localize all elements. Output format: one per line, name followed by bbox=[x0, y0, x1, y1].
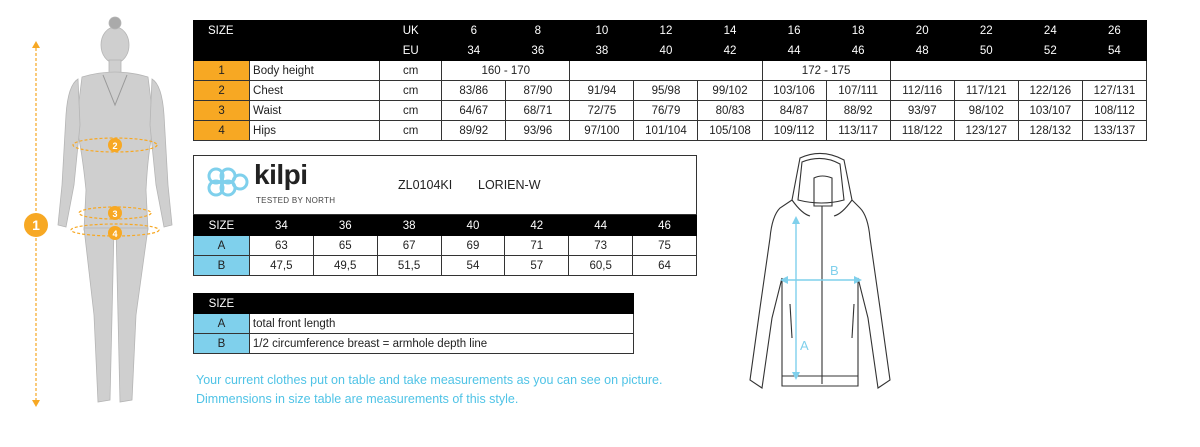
height-range bbox=[890, 61, 1146, 81]
marker-2-label: 2 bbox=[112, 141, 118, 151]
cell: 103/107 bbox=[1018, 101, 1082, 121]
cell: 127/131 bbox=[1082, 81, 1146, 101]
cell: 95/98 bbox=[634, 81, 698, 101]
cell: 72/75 bbox=[570, 101, 634, 121]
cell: 63 bbox=[249, 236, 313, 256]
table-row-hips bbox=[194, 121, 1147, 141]
row-number: 1 bbox=[194, 61, 250, 81]
brand-tagline: TESTED BY NORTH bbox=[256, 196, 336, 205]
cell: 122/126 bbox=[1018, 81, 1082, 101]
product-name: LORIEN-W bbox=[478, 178, 541, 192]
uk-label: UK bbox=[380, 21, 442, 41]
style-header-row bbox=[194, 216, 697, 236]
cell: 105/108 bbox=[698, 121, 762, 141]
cell: 113/117 bbox=[826, 121, 890, 141]
eu-size: 48 bbox=[890, 41, 954, 61]
table-row-b bbox=[194, 256, 697, 276]
cell: 64 bbox=[633, 256, 697, 276]
table-row-chest bbox=[194, 81, 1147, 101]
eu-size: 52 bbox=[1018, 41, 1082, 61]
uk-size: 12 bbox=[634, 21, 698, 41]
cell: 75 bbox=[633, 236, 697, 256]
height-range: 172 - 175 bbox=[762, 61, 890, 81]
style-size: 34 bbox=[249, 216, 313, 236]
row-label: A bbox=[194, 314, 250, 334]
table-row-a bbox=[194, 236, 697, 256]
cell: 91/94 bbox=[570, 81, 634, 101]
row-label: B bbox=[194, 256, 250, 276]
uk-size: 10 bbox=[570, 21, 634, 41]
cell: 68/71 bbox=[506, 101, 570, 121]
cell: 83/86 bbox=[442, 81, 506, 101]
style-size: 44 bbox=[569, 216, 633, 236]
body-figure bbox=[18, 15, 178, 415]
size-header: SIZE bbox=[194, 216, 250, 236]
uk-size: 18 bbox=[826, 21, 890, 41]
cell: 71 bbox=[505, 236, 569, 256]
eu-size: 54 bbox=[1082, 41, 1146, 61]
row-name: Waist bbox=[250, 101, 380, 121]
eu-size: 40 bbox=[634, 41, 698, 61]
uk-size: 16 bbox=[762, 21, 826, 41]
cell: 103/106 bbox=[762, 81, 826, 101]
instruction-note: Dimmensions in size table are measurements of this style. bbox=[196, 392, 519, 406]
jacket-label-a: A bbox=[800, 338, 809, 353]
cell: 107/111 bbox=[826, 81, 890, 101]
jacket-drawing bbox=[740, 148, 910, 403]
uk-size: 26 bbox=[1082, 21, 1146, 41]
legend-text: total front length bbox=[249, 314, 633, 334]
uk-size: 6 bbox=[442, 21, 506, 41]
cell: 128/132 bbox=[1018, 121, 1082, 141]
eu-size: 36 bbox=[506, 41, 570, 61]
cell: 123/127 bbox=[954, 121, 1018, 141]
cell: 112/116 bbox=[890, 81, 954, 101]
style-size: 42 bbox=[505, 216, 569, 236]
kilpi-logo-text: kilpi bbox=[254, 159, 308, 190]
legend-row-a bbox=[194, 314, 634, 334]
marker-3-label: 3 bbox=[112, 209, 118, 219]
cell: 65 bbox=[313, 236, 377, 256]
height-range: 160 - 170 bbox=[442, 61, 570, 81]
cell: 47,5 bbox=[249, 256, 313, 276]
cell: 117/121 bbox=[954, 81, 1018, 101]
product-code: ZL0104KI bbox=[398, 178, 453, 192]
cell: 133/137 bbox=[1082, 121, 1146, 141]
table-row-body-height bbox=[194, 61, 1147, 81]
row-name: Body height bbox=[250, 61, 380, 81]
cell: 51,5 bbox=[377, 256, 441, 276]
row-number: 4 bbox=[194, 121, 250, 141]
cell: 57 bbox=[505, 256, 569, 276]
row-label: A bbox=[194, 236, 250, 256]
instruction-note: Your current clothes put on table and take measurements as you can see on picture. bbox=[196, 373, 663, 387]
brand-header bbox=[193, 155, 697, 215]
jacket-label-b: B bbox=[830, 263, 839, 278]
cell: 69 bbox=[441, 236, 505, 256]
cell: 98/102 bbox=[954, 101, 1018, 121]
style-size: 46 bbox=[633, 216, 697, 236]
uk-size: 8 bbox=[506, 21, 570, 41]
eu-size: 46 bbox=[826, 41, 890, 61]
style-size: 36 bbox=[313, 216, 377, 236]
cell: 60,5 bbox=[569, 256, 633, 276]
eu-header-row bbox=[194, 41, 1147, 61]
eu-size: 38 bbox=[570, 41, 634, 61]
row-label: B bbox=[194, 334, 250, 354]
kilpi-logo-icon bbox=[204, 164, 252, 200]
cell: 108/112 bbox=[1082, 101, 1146, 121]
uk-size: 20 bbox=[890, 21, 954, 41]
table-row-waist bbox=[194, 101, 1147, 121]
cell: 76/79 bbox=[634, 101, 698, 121]
eu-size: 42 bbox=[698, 41, 762, 61]
cell: 80/83 bbox=[698, 101, 762, 121]
legend-text: 1/2 circumference breast = armhole depth line bbox=[249, 334, 633, 354]
size-header: SIZE bbox=[194, 294, 250, 314]
eu-label: EU bbox=[380, 41, 442, 61]
row-number: 3 bbox=[194, 101, 250, 121]
style-size: 38 bbox=[377, 216, 441, 236]
row-unit: cm bbox=[380, 81, 442, 101]
uk-size: 22 bbox=[954, 21, 1018, 41]
marker-1-label: 1 bbox=[32, 217, 40, 233]
cell: 87/90 bbox=[506, 81, 570, 101]
legend-row-b bbox=[194, 334, 634, 354]
cell: 109/112 bbox=[762, 121, 826, 141]
cell: 88/92 bbox=[826, 101, 890, 121]
eu-size: 44 bbox=[762, 41, 826, 61]
legend-header-row bbox=[194, 294, 634, 314]
cell: 64/67 bbox=[442, 101, 506, 121]
uk-header-row bbox=[194, 21, 1147, 41]
cell: 118/122 bbox=[890, 121, 954, 141]
uk-size: 14 bbox=[698, 21, 762, 41]
marker-4-label: 4 bbox=[112, 229, 118, 239]
style-size: 40 bbox=[441, 216, 505, 236]
cell: 73 bbox=[569, 236, 633, 256]
cell: 49,5 bbox=[313, 256, 377, 276]
row-name: Hips bbox=[250, 121, 380, 141]
cell: 97/100 bbox=[570, 121, 634, 141]
cell: 67 bbox=[377, 236, 441, 256]
cell: 93/97 bbox=[890, 101, 954, 121]
size-header: SIZE bbox=[194, 21, 250, 41]
cell: 99/102 bbox=[698, 81, 762, 101]
row-name: Chest bbox=[250, 81, 380, 101]
uk-size: 24 bbox=[1018, 21, 1082, 41]
body-size-table bbox=[193, 20, 1147, 141]
measurement-legend-table bbox=[193, 293, 634, 354]
style-size-table bbox=[193, 215, 697, 276]
cell: 89/92 bbox=[442, 121, 506, 141]
row-unit: cm bbox=[380, 121, 442, 141]
cell: 84/87 bbox=[762, 101, 826, 121]
cell: 54 bbox=[441, 256, 505, 276]
row-unit: cm bbox=[380, 101, 442, 121]
eu-size: 34 bbox=[442, 41, 506, 61]
height-range bbox=[570, 61, 762, 81]
eu-size: 50 bbox=[954, 41, 1018, 61]
cell: 101/104 bbox=[634, 121, 698, 141]
row-number: 2 bbox=[194, 81, 250, 101]
row-unit: cm bbox=[380, 61, 442, 81]
cell: 93/96 bbox=[506, 121, 570, 141]
blank-header bbox=[250, 21, 380, 41]
